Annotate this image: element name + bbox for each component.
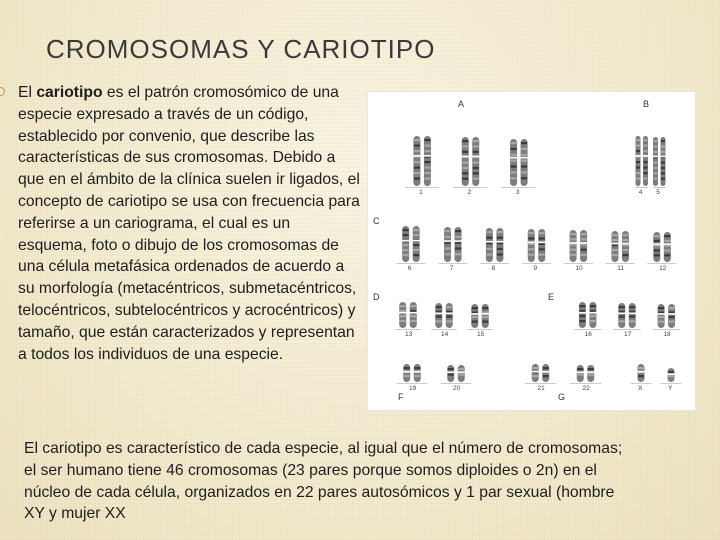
chromosome-22-2: [587, 365, 595, 382]
pair-number-8: 8: [491, 265, 496, 272]
continuation-paragraph: El cariotipo es característico de cada especie, al igual que el número de cromosomas; el ser humano tiene 46 cromosomas (23 pares porque somos diploides o 2n) en el núcleo de cada célula, organizados en 22 pares autosómicos y 1 par sexual (hombre XY y mujer XX: [24, 440, 623, 523]
pair-number-4: 4: [638, 189, 643, 196]
chromosome-11-2: [621, 231, 629, 262]
chromosome-14-1: [435, 303, 443, 328]
chromosome-5-1: [653, 137, 659, 186]
chromosome-3-2: [520, 139, 528, 186]
pair-number-12: 12: [659, 265, 667, 272]
chromosome-2-1: [461, 137, 469, 186]
chromosome-20-1: [447, 365, 455, 382]
chromosome-19-1: [403, 364, 411, 382]
chromosome-1-1: [413, 136, 421, 186]
pair-number-6: 6: [407, 265, 412, 272]
chromosome-8-1: [485, 228, 493, 262]
paragraph-lead: El: [18, 84, 37, 101]
pair-number-20: 20: [453, 385, 461, 392]
chromosome-1-2: [423, 136, 431, 186]
chromosome-15-2: [481, 304, 489, 328]
chromosome-21-2: [542, 364, 550, 382]
chromosome-7-1: [444, 227, 452, 262]
pair-number-14: 14: [441, 331, 449, 338]
pair-number-2: 2: [467, 189, 472, 196]
chromosome-17-2: [628, 303, 636, 328]
group-label-g: G: [558, 392, 566, 402]
pair-number-13: 13: [405, 331, 413, 338]
chromosome-9-1: [527, 229, 535, 262]
chromosome-21-1: [531, 364, 539, 382]
chromosome-16-2: [589, 302, 597, 328]
pair-number-X: X: [638, 385, 643, 392]
chromosome-18-2: [668, 304, 676, 328]
pair-number-21: 21: [537, 385, 545, 392]
chromosome-X-1: [637, 364, 645, 382]
chromosome-14-2: [445, 303, 453, 328]
main-paragraph: [18, 82, 363, 365]
chromosome-22-1: [576, 365, 584, 382]
chromosome-12-1: [653, 232, 661, 262]
pair-number-18: 18: [663, 331, 671, 338]
chromosome-4-2: [643, 136, 649, 186]
group-label-d: D: [373, 292, 380, 302]
chromosome-15-1: [471, 304, 479, 328]
chromosome-13-1: [399, 302, 407, 328]
chromosome-7-2: [454, 227, 462, 262]
chromosome-10-2: [580, 230, 588, 262]
pair-number-7: 7: [449, 265, 454, 272]
pair-number-Y: Y: [668, 385, 673, 392]
pair-number-22: 22: [582, 385, 590, 392]
pair-number-3: 3: [515, 189, 520, 196]
group-label-f: F: [398, 392, 404, 402]
chromosome-Y-1: [667, 368, 675, 382]
pair-number-1: 1: [419, 189, 423, 196]
pair-number-10: 10: [575, 265, 583, 272]
slide-title: CROMOSOMAS Y CARIOTIPO: [46, 34, 436, 64]
bullet-icon: [0, 87, 5, 96]
pair-number-9: 9: [533, 265, 538, 272]
karyotype-image: [367, 91, 696, 411]
group-label-a: A: [458, 99, 465, 109]
chromosome-13-2: [409, 302, 417, 328]
group-label-c: C: [373, 216, 380, 226]
chromosome-3-1: [510, 139, 518, 186]
paragraph-rest: es el patrón cromosómico de una especie expresado a través de un código, establecido por convenio, que describe las características de sus cromosomas. Debido a que en el ámbito de la clínica suelen ir ligados, el concepto de cariotipo se usa con frecuencia para referirse a un cariograma, el cual es un esquema, foto o dibujo de los cromosomas de una célula metafásica ordenados de acuerdo a su morfología (metacéntricos, submetacéntricos, telocéntricos, subtelocéntricos y acrocéntricos) y tamaño, que están caracterizados y representan a todos los individuos de una especie.: [18, 84, 360, 363]
karyotype-figure: [368, 92, 695, 410]
group-label-e: E: [548, 292, 555, 302]
chromosome-8-2: [496, 228, 504, 262]
chromosome-11-1: [611, 231, 619, 262]
term-cariotipo: cariotipo: [36, 84, 103, 101]
chromosome-16-1: [578, 302, 586, 328]
chromosome-4-1: [635, 136, 641, 186]
pair-number-16: 16: [584, 331, 592, 338]
chromosome-6-2: [412, 226, 420, 262]
chromosome-12-2: [663, 232, 671, 262]
pair-number-17: 17: [624, 331, 632, 338]
chromosome-19-2: [413, 364, 421, 382]
pair-number-11: 11: [617, 265, 624, 272]
chromosome-17-1: [618, 303, 626, 328]
chromosome-10-1: [569, 230, 577, 262]
chromosome-2-2: [472, 137, 480, 186]
chromosome-18-1: [657, 304, 665, 328]
chromosome-6-1: [402, 226, 410, 262]
chromosome-20-2: [457, 365, 465, 382]
group-label-b: B: [643, 99, 650, 109]
pair-number-19: 19: [409, 385, 417, 392]
pair-number-15: 15: [477, 331, 485, 338]
chromosome-9-2: [538, 229, 546, 262]
pair-number-5: 5: [656, 189, 660, 196]
chromosome-5-2: [660, 137, 666, 186]
